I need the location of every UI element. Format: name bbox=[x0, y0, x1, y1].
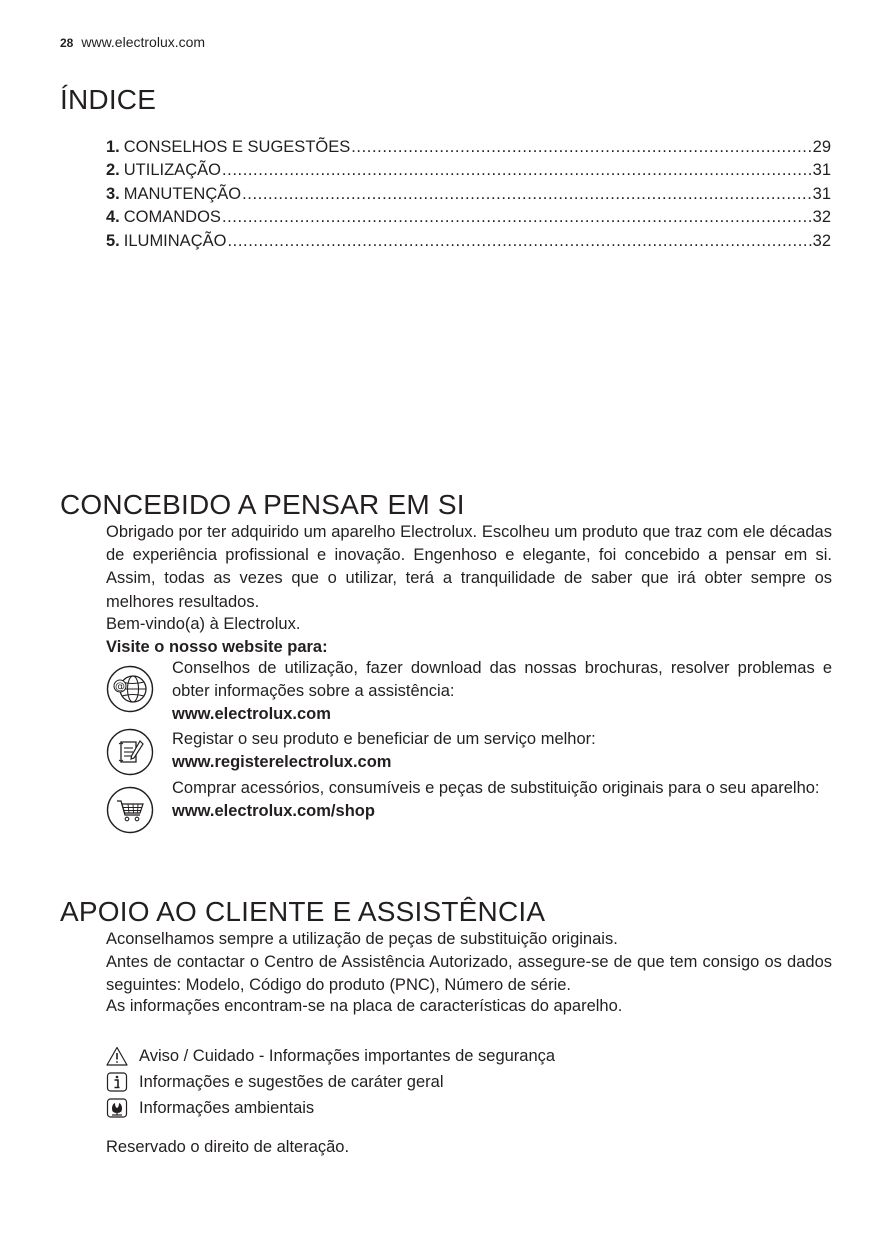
footer-note: Reservado o direito de alteração. bbox=[106, 1138, 350, 1156]
register-link[interactable]: www.registerelectrolux.com bbox=[172, 753, 392, 772]
toc-leader bbox=[222, 159, 812, 182]
toc-item[interactable]: 4. COMANDOS ..... 32 bbox=[106, 206, 831, 229]
toc-item-page: 31 bbox=[812, 161, 831, 180]
toc-item[interactable]: 5. ILUMINAÇÃO ..... 32 bbox=[106, 230, 831, 253]
page-number: 28 bbox=[60, 36, 74, 50]
support-line-2: Antes de contactar o Centro de Assistência Autorizado, assegure-se de que tem consigo os dados seguintes: Modelo, Código do produto (PNC), Número de série. bbox=[106, 953, 832, 995]
legend-text: Informações ambientais bbox=[139, 1099, 315, 1117]
website-link[interactable]: www.electrolux.com bbox=[172, 705, 331, 724]
toc-item-label: MANUTENÇÃO bbox=[123, 184, 242, 203]
toc-item-page: 31 bbox=[812, 184, 831, 203]
toc-leader bbox=[351, 136, 811, 159]
toc-item[interactable]: 2. UTILIZAÇÃO ..... 31 bbox=[106, 159, 831, 182]
environment-icon bbox=[106, 1098, 128, 1118]
legend-text: Informações e sugestões de caráter geral bbox=[139, 1073, 444, 1091]
support-line-1: Aconselhamos sempre a utilização de peças de substituição originais. bbox=[106, 930, 618, 948]
toc-item-page: 32 bbox=[812, 231, 831, 250]
register-link-description: Registar o seu produto e beneficiar de um serviço melhor: bbox=[172, 730, 596, 748]
svg-text:@: @ bbox=[115, 681, 125, 693]
shopping-cart-icon bbox=[106, 786, 154, 834]
support-title: APOIO AO CLIENTE E ASSISTÊNCIA bbox=[60, 896, 546, 927]
toc-item[interactable]: 1. CONSELHOS E SUGESTÕES ..... 29 bbox=[106, 136, 831, 159]
welcome-line: Bem-vindo(a) à Electrolux. bbox=[106, 615, 301, 633]
info-icon bbox=[106, 1072, 128, 1092]
toc-item-page: 32 bbox=[812, 208, 831, 227]
toc-item-page: 29 bbox=[812, 138, 831, 156]
welcome-title: CONCEBIDO A PENSAR EM SI bbox=[60, 489, 465, 520]
shop-link[interactable]: www.electrolux.com/shop bbox=[172, 802, 375, 821]
toc-item-label: CONSELHOS E SUGESTÕES bbox=[123, 138, 351, 156]
toc-item-label: UTILIZAÇÃO bbox=[123, 161, 221, 180]
support-line-3: As informações encontram-se na placa de características do aparelho. bbox=[106, 997, 623, 1015]
visit-label: Visite o nosso website para: bbox=[106, 638, 328, 656]
globe-at-icon bbox=[106, 665, 154, 713]
toc-item-label: COMANDOS bbox=[123, 208, 221, 227]
toc-leader bbox=[242, 183, 812, 206]
warning-icon bbox=[106, 1046, 128, 1066]
website-link-description: Conselhos de utilização, fazer download das nossas brochuras, resolver problemas e obter informações sobre a assistência: bbox=[172, 659, 832, 701]
index-title: ÍNDICE bbox=[60, 84, 157, 115]
page-header bbox=[60, 34, 205, 50]
header-site-link[interactable]: www.electrolux.com bbox=[81, 34, 206, 50]
toc-item[interactable]: 3. MANUTENÇÃO ..... 31 bbox=[106, 183, 831, 206]
toc-leader bbox=[227, 230, 811, 253]
register-icon bbox=[106, 728, 154, 776]
welcome-intro: Obrigado por ter adquirido um aparelho Electrolux. Escolheu um produto que traz com ele décadas de experiência profissional e inovação. Engenhoso e elegante, foi concebido a pensar em si. Assim, todas as vezes que o utilizar, terá a tranquilidade de saber que irá obter sempre os melhores resultados. bbox=[106, 523, 832, 611]
shop-link-description: Comprar acessórios, consumíveis e peças de substituição originais para o seu aparelho: bbox=[172, 779, 820, 797]
toc-leader bbox=[222, 206, 812, 229]
table-of-contents bbox=[106, 136, 831, 253]
legend-text: Aviso / Cuidado - Informações importantes de segurança bbox=[139, 1047, 556, 1065]
toc-item-label: ILUMINAÇÃO bbox=[123, 231, 227, 250]
